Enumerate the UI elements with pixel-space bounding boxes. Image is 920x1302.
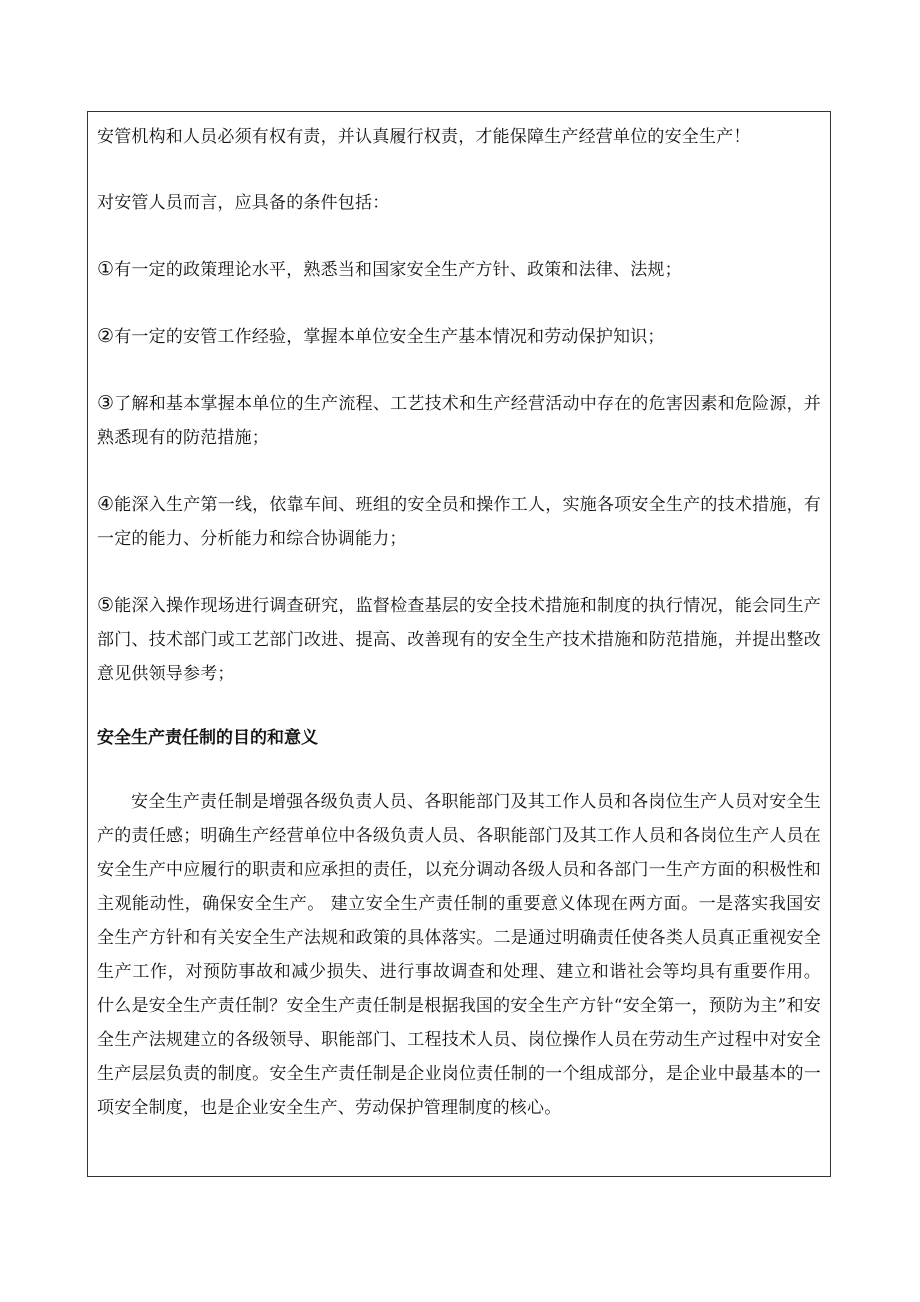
condition-text: 有一定的安管工作经验，掌握本单位安全生产基本情况和劳动保护知识；: [114, 327, 665, 347]
condition-item-5: [97, 588, 821, 691]
section-body: 安全生产责任制是增强各级负责人员、各职能部门及其工作人员和各岗位生产人员对安全生产的责任感；明确生产经营单位中各级负责人员、各职能部门及其工作人员和各岗位生产人员在安全生产中应履行的职责和应承担的责任，以充分调动各级人员和各部门一生产方面的积极性和主观能动性，确保安全生产。 建立安全生产责任制的重要意义体现在两方面。一是落实我国安全生产方针和有关安全生产法规和政策的具体落实。二是通过明确责任使各类人员真正重视安全生产工作，对预防事故和减少损失、进行事故调查和处理、建立和谐社会等均具有重要作用。 什么是安全生产责任制？安全生产责任制是根据我国的安全生产方针“安全第一，预防为主”和安全生产法规建立的各级领导、职能部门、工程技术人员、岗位操作人员在劳动生产过程中对安全生产层层负责的制度。安全生产责任制是企业岗位责任制的一个组成部分，是企业中最基本的一项安全制度，也是企业安全生产、劳动保护管理制度的核心。: [97, 792, 821, 1118]
condition-mark: ③: [97, 392, 115, 414]
condition-mark: ⑤: [97, 594, 115, 616]
condition-item-4: [97, 487, 821, 556]
condition-mark: ②: [97, 325, 115, 347]
condition-mark: ④: [97, 493, 115, 515]
condition-item-1: [97, 252, 821, 287]
content-table-cell: [87, 111, 831, 1177]
section-heading: 安全生产责任制的目的和意义: [97, 728, 318, 748]
condition-text: 能深入生产第一线，依靠车间、班组的安全员和操作工人，实施各项安全生产的技术措施，有一定的能力、分析能力和综合协调能力；: [97, 495, 822, 549]
condition-text: 能深入操作现场进行调查研究，监督检查基层的安全技术措施和制度的执行情况，能会同生产部门、技术部门或工艺部门改进、提高、改善现有的安全生产技术措施和防范措施，并提出整改意见供领导参考；: [97, 596, 822, 684]
condition-text: 了解和基本掌握本单位的生产流程、工艺技术和生产经营活动中存在的危害因素和危险源，并熟悉现有的防范措施；: [97, 394, 822, 448]
condition-text: 有一定的政策理论水平，熟悉当和国家安全生产方针、政策和法律、法规；: [114, 260, 682, 280]
condition-item-2: [97, 319, 821, 354]
conditions-lead: 对安管人员而言，应具备的条件包括：: [97, 193, 390, 213]
intro-paragraph: 安管机构和人员必须有权有责，并认真履行权责，才能保障生产经营单位的安全生产！: [97, 127, 751, 147]
condition-mark: ①: [97, 258, 115, 280]
condition-item-3: [97, 386, 821, 455]
